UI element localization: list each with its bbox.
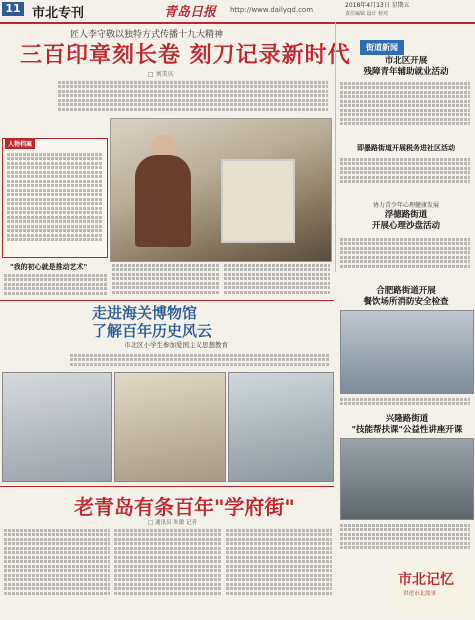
article-col-2 — [112, 262, 220, 302]
right-headline-4 — [345, 286, 467, 308]
street-news-tag: 街道新闻 — [360, 40, 404, 55]
bottom-headline: 老青岛有条百年"学府街" — [74, 495, 295, 519]
section-divider-1 — [0, 300, 334, 301]
memory-badge-subtitle: 讲述市北故事 — [403, 591, 437, 597]
website-url[interactable]: http://www.dailyqd.com — [230, 6, 314, 14]
date-block — [345, 2, 473, 18]
profile-text — [7, 151, 103, 253]
bottom-byline: □ 通讯员 朱敏 记者 — [148, 520, 197, 526]
photo-figure-body — [135, 155, 191, 247]
right-headline-1a: 市北区开展 — [384, 56, 428, 66]
right-headline-1 — [345, 56, 467, 78]
right-headline-3b: 开展心理沙盘活动 — [371, 221, 440, 231]
right-headline-2: 即墨路街道开展税务进社区活动 — [357, 143, 455, 152]
museum-subtitle: 市北区小学生参加爱国主义思想教育 — [124, 341, 228, 349]
photo-scroll — [221, 159, 295, 243]
article-subhead-1: "我的初心就是推动艺术" — [10, 263, 88, 271]
issue-date: 2018年4月13日 星期五 — [345, 2, 410, 9]
right-photo-1 — [340, 310, 474, 394]
page-number: 11 — [2, 2, 24, 16]
right-text-3 — [340, 236, 470, 284]
newspaper-logo: 青岛日报 — [164, 5, 217, 20]
right-photo-2 — [340, 438, 474, 520]
article-col-1 — [4, 272, 108, 300]
memory-badge — [393, 563, 473, 618]
section-divider-2 — [0, 486, 334, 487]
right-headline-5b: "技能帮扶课"公益性讲座开课 — [351, 425, 463, 435]
article-col-3 — [224, 262, 330, 302]
right-text-2 — [340, 156, 470, 196]
page-header — [0, 0, 475, 24]
right-headline-1b: 残障青年辅助就业活动 — [363, 67, 449, 77]
right-headline-5 — [342, 414, 472, 436]
article-lead-text — [58, 79, 328, 115]
museum-photo-3 — [228, 372, 334, 482]
right-subhead-3: 协力青少年心理健康发展 — [372, 202, 439, 209]
section-title: 市北专刊 — [32, 6, 85, 21]
museum-headline-1: 走进海关博物馆 — [92, 304, 198, 322]
editor-credits: 责任编辑 设计 校对 — [345, 11, 389, 17]
right-headline-3 — [345, 210, 467, 232]
right-text-1 — [340, 80, 470, 140]
right-headline-5a: 兴隆路街道 — [385, 414, 429, 424]
right-headline-4a: 合肥路街道开展 — [376, 286, 436, 296]
right-caption-1 — [340, 396, 470, 412]
article-kicker: 匠人李守敬以独特方式传播十九大精神 — [70, 30, 224, 40]
right-headline-4b: 餐饮场所消防安全检查 — [363, 297, 449, 307]
feature-photo — [110, 118, 332, 262]
profile-box — [2, 138, 108, 258]
bottom-col-1 — [4, 527, 110, 617]
profile-tag: 人物档案 — [5, 138, 35, 149]
museum-headline-2: 了解百年历史风云 — [92, 322, 213, 340]
right-text-5 — [340, 522, 470, 562]
museum-photo-1 — [2, 372, 112, 482]
bottom-col-2 — [114, 527, 222, 617]
bottom-col-3 — [226, 527, 332, 617]
right-headline-3a: 浮德路街道 — [384, 210, 428, 220]
article-byline: □ 刘美庆 — [148, 71, 174, 78]
article-headline: 三百印章刻长卷 刻刀记录新时代 — [20, 42, 351, 68]
memory-badge-title: 市北记忆 — [398, 572, 454, 588]
museum-photo-2 — [114, 372, 226, 482]
museum-lead-text — [70, 352, 330, 372]
